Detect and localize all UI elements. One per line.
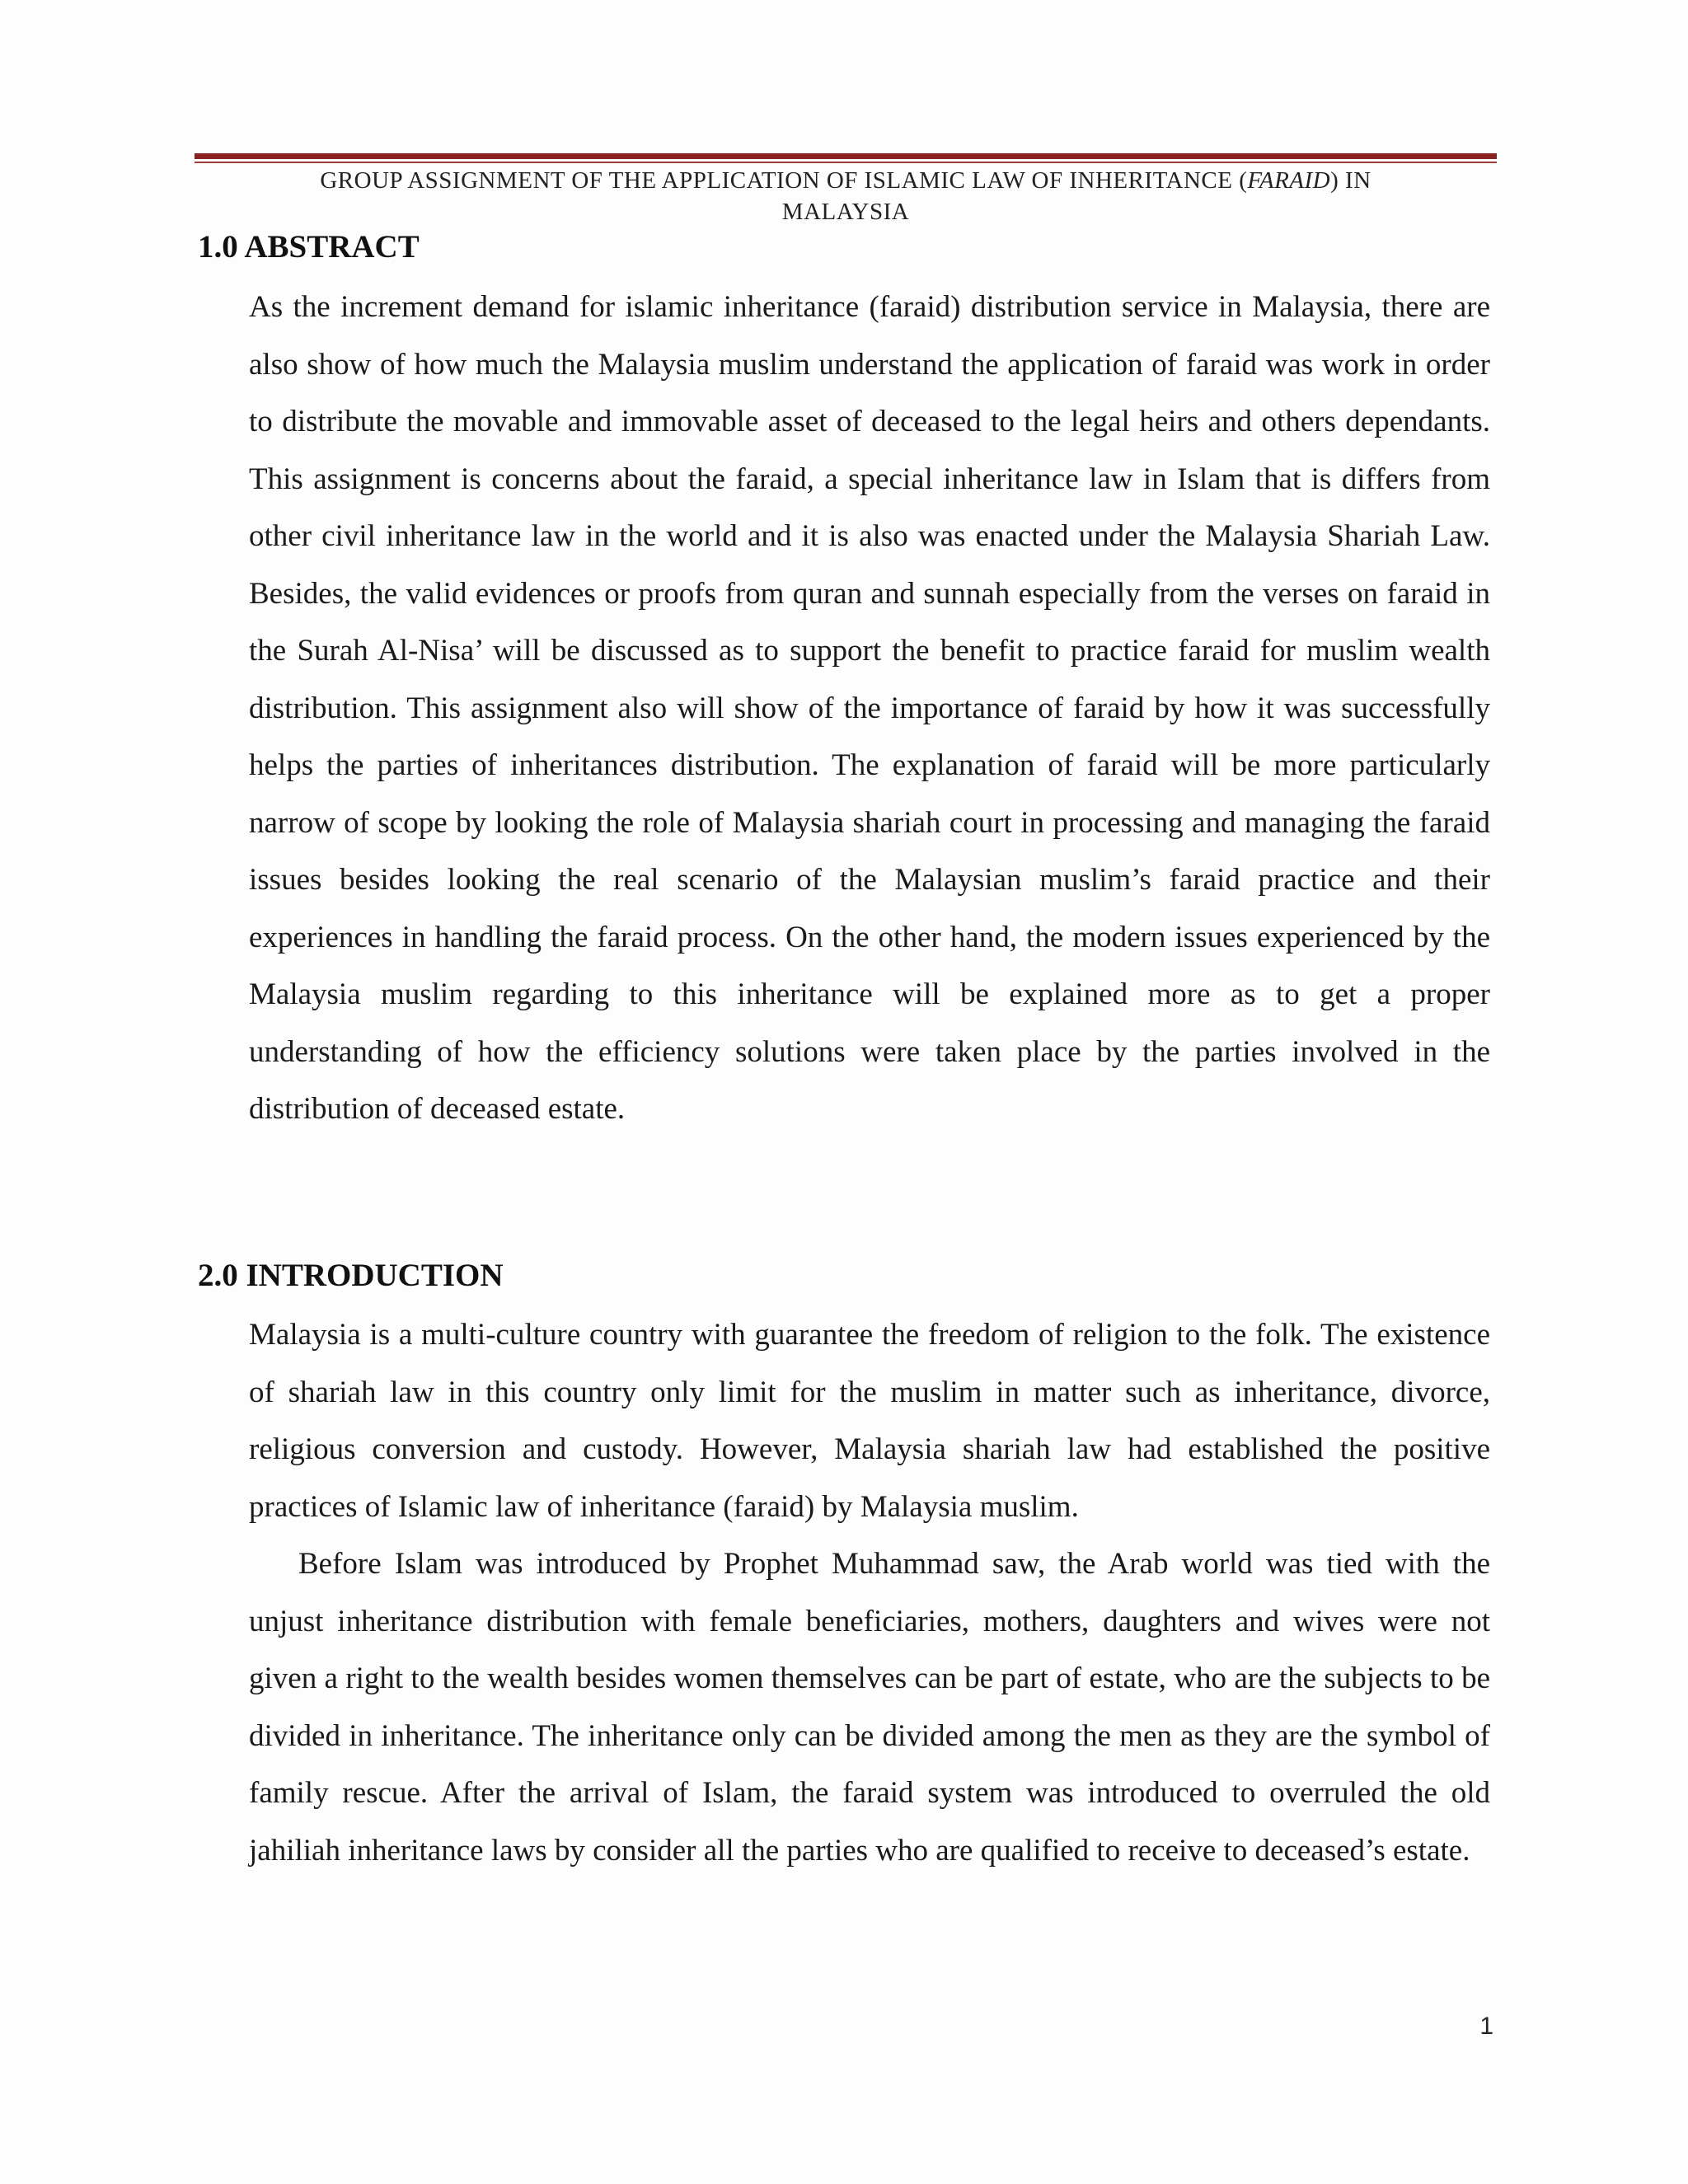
introduction-heading: 2.0 INTRODUCTION: [198, 1258, 504, 1293]
running-header-line2: MALAYSIA: [781, 199, 910, 225]
running-header: [195, 165, 1497, 227]
abstract-paragraph: As the increment demand for islamic inheritance (faraid) distribution service in Malaysia, there are also show of how much the Malaysia muslim understand the application of faraid was work in order to distribute the movable and immovable asset of deceased to the legal heirs and others dependants. This assignment is concerns about the faraid, a special inheritance law in Islam that is differs from other civil inheritance law in the world and it is also was enacted under the Malaysia Shariah Law. Besides, the valid evidences or proofs from quran and sunnah especially from the verses on faraid in the Surah Al-Nisa’ will be discussed as to support the benefit to practice faraid for muslim wealth distribution. This assignment also will show of the importance of faraid by how it was successfully helps the parties of inheritances distribution. The explanation of faraid will be more particularly narrow of scope by looking the role of Malaysia shariah court in processing and managing the faraid issues besides looking the real scenario of the Malaysian muslim’s faraid practice and their experiences in handling the faraid process. On the other hand, the modern issues experienced by the Malaysia muslim regarding to this inheritance will be explained more as to get a proper understanding of how the efficiency solutions were taken place by the parties involved in the distribution of deceased estate.: [249, 290, 1490, 1126]
introduction-paragraph-2: Before Islam was introduced by Prophet Muhammad saw, the Arab world was tied with the unjust inheritance distribution with female beneficiaries, mothers, daughters and wives were not given a right to the wealth besides women themselves can be part of estate, who are the subjects to be divided in inheritance. The inheritance only can be divided among the men as they are the symbol of family rescue. After the arrival of Islam, the faraid system was introduced to overruled the old jahiliah inheritance laws by consider all the parties who are qualified to receive to deceased’s estate.: [249, 1547, 1490, 1868]
header-rule-thick: [195, 153, 1497, 159]
page-number: 1: [1479, 2013, 1493, 2040]
abstract-heading: 1.0 ABSTRACT: [198, 229, 420, 265]
running-header-line1: [195, 165, 1497, 196]
introduction-paragraph-1: Malaysia is a multi-culture country with guarantee the freedom of religion to the folk. The existence of shariah law in this country only limit for the muslim in matter such as inheritance, divorce, religious conversion and custody. However, Malaysia shariah law had established the positive practices of Islamic law of inheritance (faraid) by Malaysia muslim.: [249, 1318, 1490, 1524]
running-header-text: GROUP ASSIGNMENT OF THE APPLICATION OF ISLAMIC LAW OF INHERITANCE (: [320, 167, 1248, 194]
running-header-text-end: ) IN: [1330, 167, 1372, 194]
running-header-italic: FARAID: [1247, 167, 1331, 194]
header-rule-thin: [195, 162, 1497, 163]
